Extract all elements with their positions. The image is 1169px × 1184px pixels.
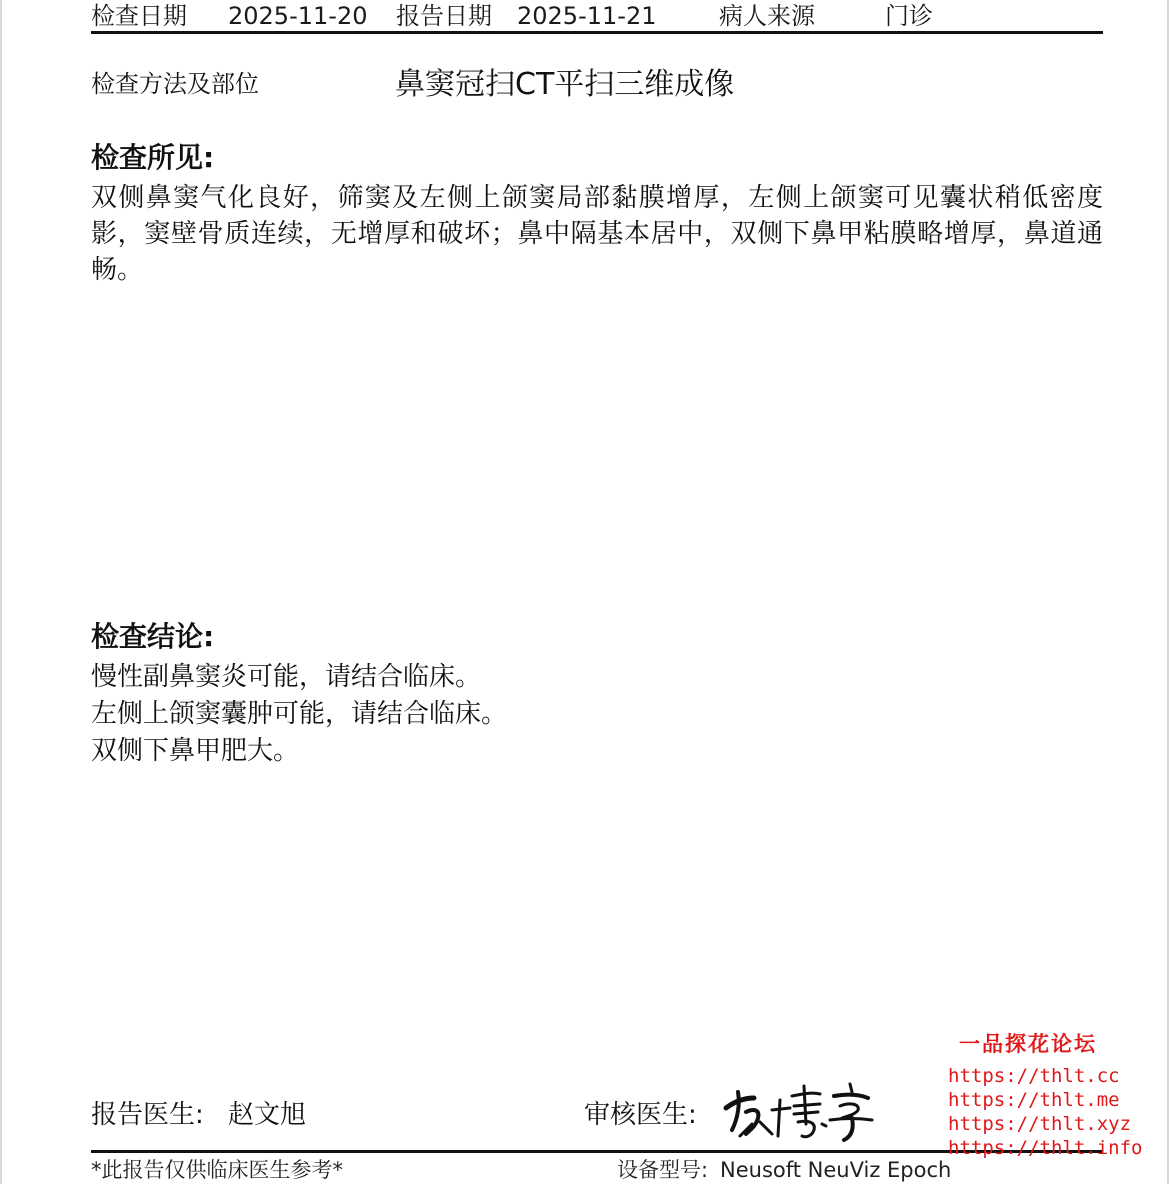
conclusion-list (91, 659, 1103, 770)
findings-text: 双侧鼻窦气化良好，筛窦及左侧上颌窦局部黏膜增厚，左侧上颌窦可见囊状稍低密度影，窦壁骨质连续，无增厚和破坏；鼻中隔基本居中，双侧下鼻甲粘膜略增厚，鼻道通畅。 (91, 183, 1103, 285)
device-label: 设备型号: (617, 1158, 709, 1182)
page-edge-left (0, 0, 2, 1184)
conclusion-title: 检查结论: (91, 620, 215, 653)
patient-source-label: 病人来源 (719, 2, 815, 30)
report-date-value: 2025-11-21 (517, 2, 657, 30)
watermark-title: 一品探花论坛 (959, 1031, 1097, 1056)
disclaimer-text: *此报告仅供临床医生参考* (91, 1158, 343, 1182)
reviewer-signature (716, 1078, 876, 1144)
reporter-label: 报告医生: (91, 1100, 204, 1130)
patient-source-value: 门诊 (885, 2, 933, 30)
exam-method-value: 鼻窦冠扫CT平扫三维成像 (395, 67, 735, 102)
watermark-url: https://thlt.cc (948, 1065, 1120, 1087)
conclusion-line: 慢性副鼻窦炎可能，请结合临床。 (91, 662, 482, 692)
device-model: Neusoft NeuViz Epoch (720, 1158, 952, 1182)
watermark-url: https://thlt.info (948, 1137, 1143, 1159)
report-date-label: 报告日期 (396, 2, 492, 30)
reporter-name: 赵文旭 (228, 1100, 307, 1130)
forum-watermark (948, 1031, 1143, 1160)
conclusion-line: 左侧上颌窦囊肿可能，请结合临床。 (91, 699, 508, 729)
conclusion-line: 双侧下鼻甲肥大。 (91, 736, 300, 766)
reviewer-label: 审核医生: (584, 1100, 697, 1130)
watermark-url: https://thlt.me (948, 1089, 1120, 1111)
findings-title: 检查所见: (91, 141, 215, 174)
exam-date-label: 检查日期 (91, 2, 187, 30)
exam-method-label: 检查方法及部位 (91, 70, 259, 98)
exam-date-value: 2025-11-20 (228, 2, 368, 30)
watermark-url: https://thlt.xyz (948, 1113, 1132, 1135)
header-divider (91, 31, 1103, 34)
